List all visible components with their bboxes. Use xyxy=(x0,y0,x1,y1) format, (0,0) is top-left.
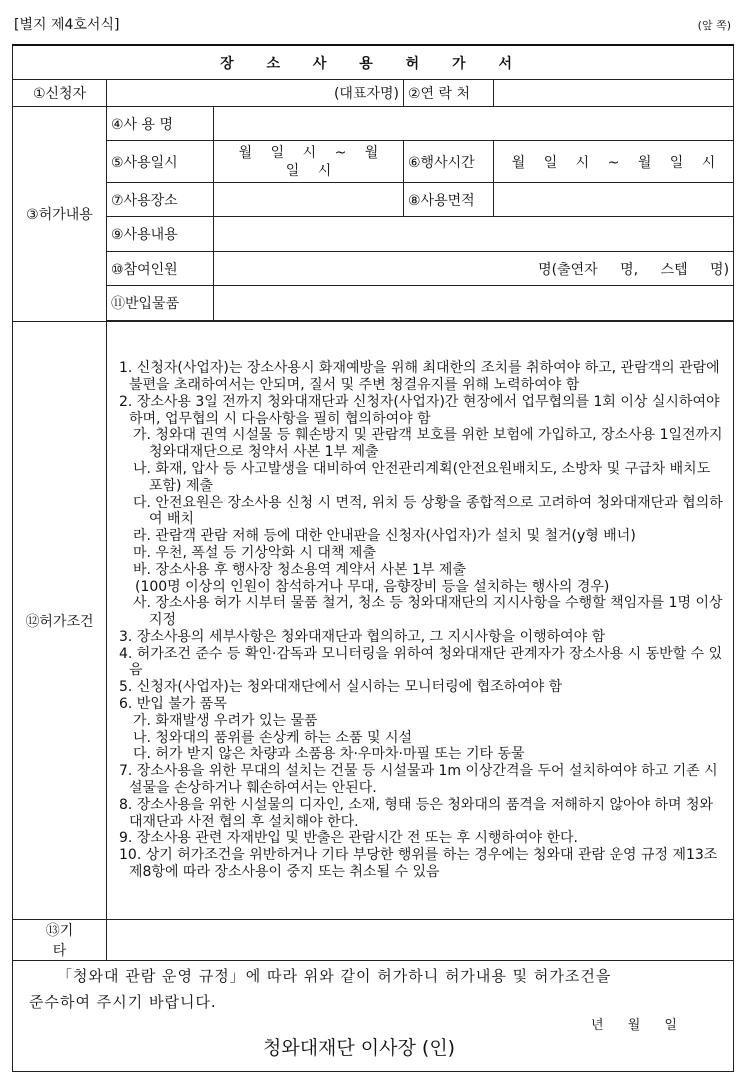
representative-field[interactable] xyxy=(107,80,404,107)
place-field[interactable] xyxy=(214,183,404,217)
closing-line-1: 「청와대 관람 운영 규정」에 따라 위와 같이 허가하니 허가내용 및 허가조건을 xyxy=(57,967,612,985)
condition-item: 10. 상기 허가조건을 위반하거나 기타 부당한 행위를 하는 경우에는 청와대 관람 운영 규정 제13조제8항에 따라 장소사용이 중지 또는 취소될 수 있음 xyxy=(119,847,718,881)
form-title: 장 소 사 용 허 가 서 xyxy=(13,45,734,80)
usage-date-field[interactable]: 월 일 시 ~ 월 일 시 xyxy=(214,141,404,183)
permit-content-label: ③허가내용 xyxy=(13,107,107,322)
usage-name-field[interactable] xyxy=(214,107,734,141)
condition-item: 마. 우천, 폭설 등 기상악화 시 대책 제출 xyxy=(133,544,376,561)
closing-line-2: 준수하여 주시기 바랍니다. xyxy=(29,993,217,1011)
area-label: ⑧사용면적 xyxy=(404,183,494,217)
page-side-label: (앞 쪽) xyxy=(697,19,731,32)
form-number-label: [별지 제4호서식] xyxy=(14,17,120,33)
condition-item: 6. 반입 불가 품목 xyxy=(119,696,227,713)
condition-item: 1. 신청자(사업자)는 장소사용시 화재예방을 위해 최대한의 조치를 취하여야 하고, 관람객의 관람에 불편을 초래하여서는 안되며, 질서 및 주변 청결유지를 위해 노력하여야 함 xyxy=(119,360,720,393)
etc-field[interactable] xyxy=(107,920,734,961)
area-field[interactable] xyxy=(494,183,734,217)
permit-form-table xyxy=(12,44,734,1072)
event-time-label: ⑥행사시간 xyxy=(404,141,494,183)
event-time-field[interactable]: 월 일 시 ~ 월 일 시 xyxy=(494,141,734,183)
condition-item: 5. 신청자(사업자)는 청와대재단에서 실시하는 모니터링에 협조하여야 함 xyxy=(119,679,563,696)
condition-item: 4. 허가조건 준수 등 확인·감독과 모니터링을 위하여 청와대재단 관계자가 장소사용 시 동반할 수 있음 xyxy=(119,645,723,679)
condition-item: 9. 장소사용 관련 자재반입 및 반출은 관람시간 전 또는 후 시행하여야 한다. xyxy=(119,830,578,847)
condition-item: 나. 청와대의 품위를 손상케 하는 소품 및 시설 xyxy=(133,729,413,746)
condition-item: (100명 이상의 인원이 참석하거나 무대, 음향장비 등을 설치하는 행사의 경우) xyxy=(135,578,610,595)
usage-content-field[interactable] xyxy=(214,217,734,252)
applicant-label: ①신청자 xyxy=(13,80,107,107)
conditions-label: ⑫허가조건 xyxy=(13,322,107,920)
items-field[interactable] xyxy=(214,286,734,321)
contact-field[interactable] xyxy=(494,80,734,107)
condition-item: 3. 장소사용의 세부사항은 청와대재단과 협의하고, 그 지시사항을 이행하여야 함 xyxy=(119,628,606,645)
usage-name-label: ④사 용 명 xyxy=(107,107,214,141)
condition-item: 나. 화재, 압사 등 사고발생을 대비하여 안전관리계획(안전요원배치도, 소방차 및 구급차 배치도 포함) 제출 xyxy=(133,460,711,494)
condition-item: 8. 장소사용을 위한 시설물의 디자인, 소재, 형태 등은 청와대의 품격을 저해하지 않아야 하며 청와대재단과 사전 협의 후 설치해야 한다. xyxy=(119,796,714,830)
condition-item: 가. 화재발생 우려가 있는 물품 xyxy=(133,712,318,729)
condition-item: 7. 장소사용을 위한 무대의 설치는 건물 등 시설물과 1m 이상간격을 두어 설치하여야 하고 기존 시설물을 손상하거나 훼손하여서는 안된다. xyxy=(119,763,718,797)
etc-label: ⑬기 타 xyxy=(13,920,107,961)
place-label: ⑦사용장소 xyxy=(107,183,214,217)
contact-label: ②연 락 처 xyxy=(404,80,494,107)
usage-content-label: ⑨사용내용 xyxy=(107,217,214,252)
items-label: ⑪반입물품 xyxy=(107,286,214,321)
conditions-list xyxy=(113,360,723,881)
condition-item: 가. 청와대 권역 시설물 등 훼손방지 및 관람객 보호를 위한 보험에 가입하고, 장소사용 1일전까지 청와대재단으로 청약서 사본 1부 제출 xyxy=(133,427,723,461)
condition-item: 사. 장소사용 허가 시부터 물품 철거, 청소 등 청와대재단의 지시사항을 수행할 책임자를 1명 이상 지정 xyxy=(133,595,723,629)
condition-item: 2. 장소사용 3일 전까지 청와대재단과 신청자(사업자)간 현장에서 업무협의를 1회 이상 실시하여야 하며, 업무협의 시 다음사항을 필히 협의하여야 함 xyxy=(119,393,720,427)
condition-item: 다. 안전요원은 장소사용 신청 시 면적, 위치 등 상황을 종합적으로 고려하여 청와대재단과 협의하여 배치 xyxy=(133,494,723,528)
representative-label: (대표자명) xyxy=(333,86,399,102)
participants-label: ⑩참여인원 xyxy=(107,252,214,286)
usage-date-label: ⑤사용일시 xyxy=(107,141,214,183)
condition-item: 라. 관람객 관람 저해 등에 대한 안내판을 신청자(사업자)가 설치 및 철거(y형 배너) xyxy=(133,528,636,545)
issuer-signature: 청와대재단 이사장 (인) xyxy=(263,1037,456,1059)
conditions-text xyxy=(107,322,734,920)
condition-item: 다. 허가 받지 않은 차량과 소품용 차·우마차·마필 또는 기타 동물 xyxy=(133,746,525,763)
closing-section xyxy=(13,961,734,1072)
issue-date: 년 월 일 xyxy=(591,1018,677,1033)
participants-field[interactable]: 명(출연자 명, 스텝 명) xyxy=(214,252,734,286)
condition-item: 바. 장소사용 후 행사장 청소용역 계약서 사본 1부 제출 xyxy=(133,561,466,578)
